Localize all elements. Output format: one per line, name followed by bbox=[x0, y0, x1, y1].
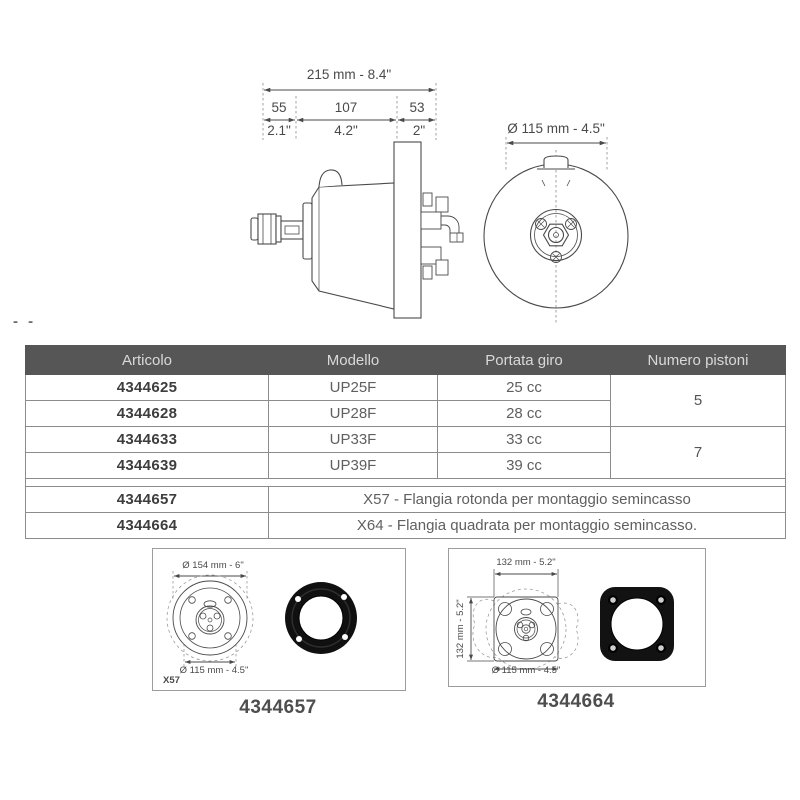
table-row bbox=[26, 487, 786, 513]
round-flange-panel bbox=[152, 548, 406, 691]
table-row bbox=[26, 513, 786, 539]
square-flange-code: 4344664 bbox=[537, 691, 615, 712]
side-seg-mm-2: 107 bbox=[334, 100, 358, 115]
table-spacer-row bbox=[26, 479, 786, 487]
cell-articolo: 4344628 bbox=[26, 401, 269, 427]
table-row bbox=[26, 375, 786, 401]
side-seg-mm-1: 55 bbox=[271, 100, 287, 115]
side-seg-mm-3: 53 bbox=[409, 100, 425, 115]
cell-flange-descrizione: X57 - Flangia rotonda per montaggio semincasso bbox=[269, 487, 786, 513]
col-header-modello: Modello bbox=[269, 346, 438, 375]
cell-pistoni-group-1: 5 bbox=[611, 375, 786, 427]
cell-flange-descrizione: X64 - Flangia quadrata per montaggio semincasso. bbox=[269, 513, 786, 539]
front-diameter-label: Ø 115 mm - 4.5" bbox=[507, 121, 605, 136]
cell-portata: 33 cc bbox=[438, 427, 611, 453]
side-seg-in-1: 2.1" bbox=[267, 123, 291, 138]
cell-articolo: 4344625 bbox=[26, 375, 269, 401]
cell-articolo: 4344657 bbox=[26, 487, 269, 513]
col-header-articolo: Articolo bbox=[26, 346, 269, 375]
round-flange-photo bbox=[285, 582, 357, 654]
square-top-dim-label: 132 mm - 5.2" bbox=[496, 557, 556, 568]
cell-articolo: 4344633 bbox=[26, 427, 269, 453]
square-flange-drawing bbox=[449, 549, 705, 686]
square-flange-photo bbox=[600, 587, 674, 661]
cell-modello: UP39F bbox=[269, 453, 438, 479]
cell-portata: 25 cc bbox=[438, 375, 611, 401]
pump-side-view bbox=[251, 142, 463, 318]
pump-technical-drawing bbox=[0, 0, 800, 340]
cell-modello: UP28F bbox=[269, 401, 438, 427]
side-seg-in-2: 4.2" bbox=[334, 123, 358, 138]
table-row bbox=[26, 427, 786, 453]
round-flange-drawing bbox=[153, 549, 405, 690]
square-inner-dim-label: Ø 115 mm - 4.5" bbox=[491, 665, 561, 676]
side-total-dim-label: 215 mm - 8.4" bbox=[306, 67, 392, 82]
cell-pistoni-group-2: 7 bbox=[611, 427, 786, 479]
round-flange-code: 4344657 bbox=[239, 697, 317, 718]
side-view-dimensions bbox=[263, 67, 436, 140]
col-header-portata: Portata giro bbox=[438, 346, 611, 375]
side-seg-in-3: 2" bbox=[412, 123, 426, 138]
spacer-cell bbox=[26, 479, 786, 487]
col-header-pistoni: Numero pistoni bbox=[611, 346, 786, 375]
cell-modello: UP33F bbox=[269, 427, 438, 453]
cell-portata: 28 cc bbox=[438, 401, 611, 427]
square-flange-panel bbox=[448, 548, 706, 687]
pump-front-view bbox=[484, 121, 628, 325]
cell-modello: UP25F bbox=[269, 375, 438, 401]
round-flange-code-label: X57 bbox=[163, 675, 180, 686]
square-side-dim-label: 132 mm - 5.2" bbox=[455, 599, 466, 659]
round-outer-dim-label: Ø 154 mm - 6" bbox=[182, 560, 244, 571]
cell-articolo: 4344664 bbox=[26, 513, 269, 539]
product-spec-table bbox=[25, 345, 786, 539]
round-inner-dim-label: Ø 115 mm - 4.5" bbox=[179, 665, 249, 676]
table-header bbox=[26, 346, 786, 375]
cell-portata: 39 cc bbox=[438, 453, 611, 479]
scan-stray-mark: - - bbox=[13, 313, 37, 330]
cell-articolo: 4344639 bbox=[26, 453, 269, 479]
